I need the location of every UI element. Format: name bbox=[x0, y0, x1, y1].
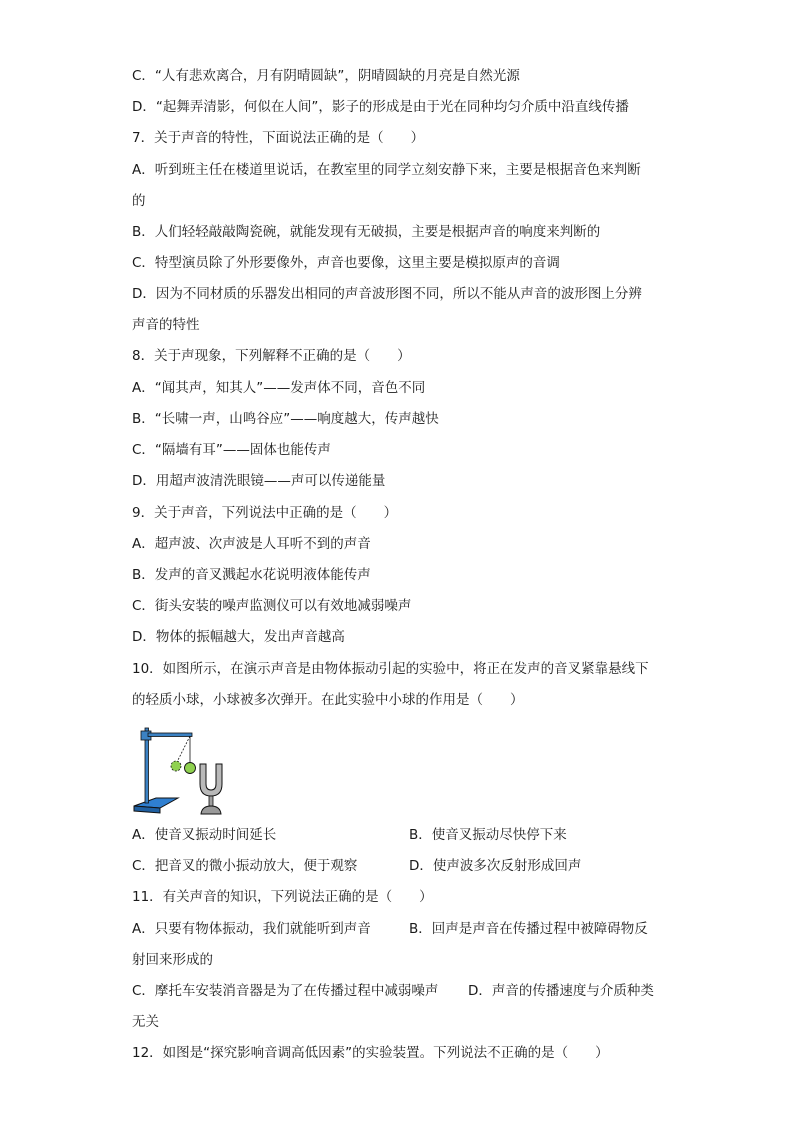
q7-option-c: C．特型演员除了外形要像外，声音也要像，这里主要是模拟原声的音调 bbox=[132, 255, 560, 271]
q8-option-c: C．“隔墙有耳”——固体也能传声 bbox=[132, 442, 331, 458]
q9-option-d: D．物体的振幅越大，发出声音越高 bbox=[132, 629, 345, 645]
q11-option-a: A．只要有物体振动，我们就能听到声音 bbox=[132, 921, 371, 937]
q10-option-b: B．使音叉振动尽快停下来 bbox=[409, 827, 567, 843]
tuning-fork-base bbox=[201, 806, 221, 814]
q8-option-a: A．“闻其声，知其人”——发声体不同，音色不同 bbox=[132, 380, 426, 396]
q7-option-d: D．因为不同材质的乐器发出相同的声音波形图不同，所以不能从声音的波形图上分辨 bbox=[132, 286, 642, 302]
q12-stem: 12．如图是“探究影响音调高低因素”的实验装置。下列说法不正确的是（ ） bbox=[132, 1045, 609, 1061]
q10-stem-cont: 的轻质小球，小球被多次弹开。在此实验中小球的作用是（ ） bbox=[132, 692, 524, 708]
q7-option-d-cont: 声音的特性 bbox=[132, 317, 200, 333]
q11-option-c: C．摩托车安装消音器是为了在传播过程中减弱噪声 bbox=[132, 983, 439, 999]
q11-option-d-cont: 无关 bbox=[132, 1014, 159, 1030]
q10-option-c: C．把音叉的微小振动放大，便于观察 bbox=[132, 858, 358, 874]
q9-option-c: C．街头安装的噪声监测仪可以有效地减弱噪声 bbox=[132, 598, 412, 614]
tuning-fork-stem bbox=[209, 796, 213, 806]
ball-swung bbox=[171, 761, 181, 771]
q9-option-b: B．发声的音叉溅起水花说明液体能传声 bbox=[132, 567, 371, 583]
q6-option-d: D．“起舞弄清影，何似在人间”，影子的形成是由于光在同种均匀介质中沿直线传播 bbox=[132, 99, 629, 115]
q11-option-d: D．声音的传播速度与介质种类 bbox=[468, 983, 654, 999]
q8-option-b: B．“长啸一声，山鸣谷应”——响度越大，传声越快 bbox=[132, 411, 439, 427]
q8-stem: 8．关于声现象，下列解释不正确的是（ ） bbox=[132, 348, 411, 364]
q7-option-b: B．人们轻轻敲敲陶瓷碗，就能发现有无破损，主要是根据声音的响度来判断的 bbox=[132, 224, 601, 240]
string-swung bbox=[177, 736, 190, 762]
ball-rest bbox=[185, 763, 196, 774]
q7-option-a-cont: 的 bbox=[132, 193, 146, 209]
q6-option-c: C．“人有悲欢离合，月有阴晴圆缺”，阴晴圆缺的月亮是自然光源 bbox=[132, 68, 520, 84]
tuning-fork-figure bbox=[130, 722, 250, 822]
q7-stem: 7．关于声音的特性，下面说法正确的是（ ） bbox=[132, 130, 425, 146]
q8-option-d: D．用超声波清洗眼镜——声可以传递能量 bbox=[132, 473, 386, 489]
stand-arm bbox=[148, 733, 192, 737]
tuning-fork bbox=[200, 764, 222, 796]
q9-stem: 9．关于声音，下列说法中正确的是（ ） bbox=[132, 505, 398, 521]
q10-option-d: D．使声波多次反射形成回声 bbox=[409, 858, 582, 874]
q11-option-b: B．回声是声音在传播过程中被障碍物反 bbox=[409, 921, 648, 937]
q9-option-a: A．超声波、次声波是人耳听不到的声音 bbox=[132, 536, 371, 552]
q11-stem: 11．有关声音的知识，下列说法正确的是（ ） bbox=[132, 889, 433, 905]
q10-stem: 10．如图所示，在演示声音是由物体振动引起的实验中，将正在发声的音叉紧靠悬线下 bbox=[132, 661, 649, 677]
q10-option-a: A．使音叉振动时间延长 bbox=[132, 827, 277, 843]
q11-option-b-cont: 射回来形成的 bbox=[132, 952, 213, 968]
q7-option-a: A．听到班主任在楼道里说话，在教室里的同学立刻安静下来，主要是根据音色来判断 bbox=[132, 162, 641, 178]
